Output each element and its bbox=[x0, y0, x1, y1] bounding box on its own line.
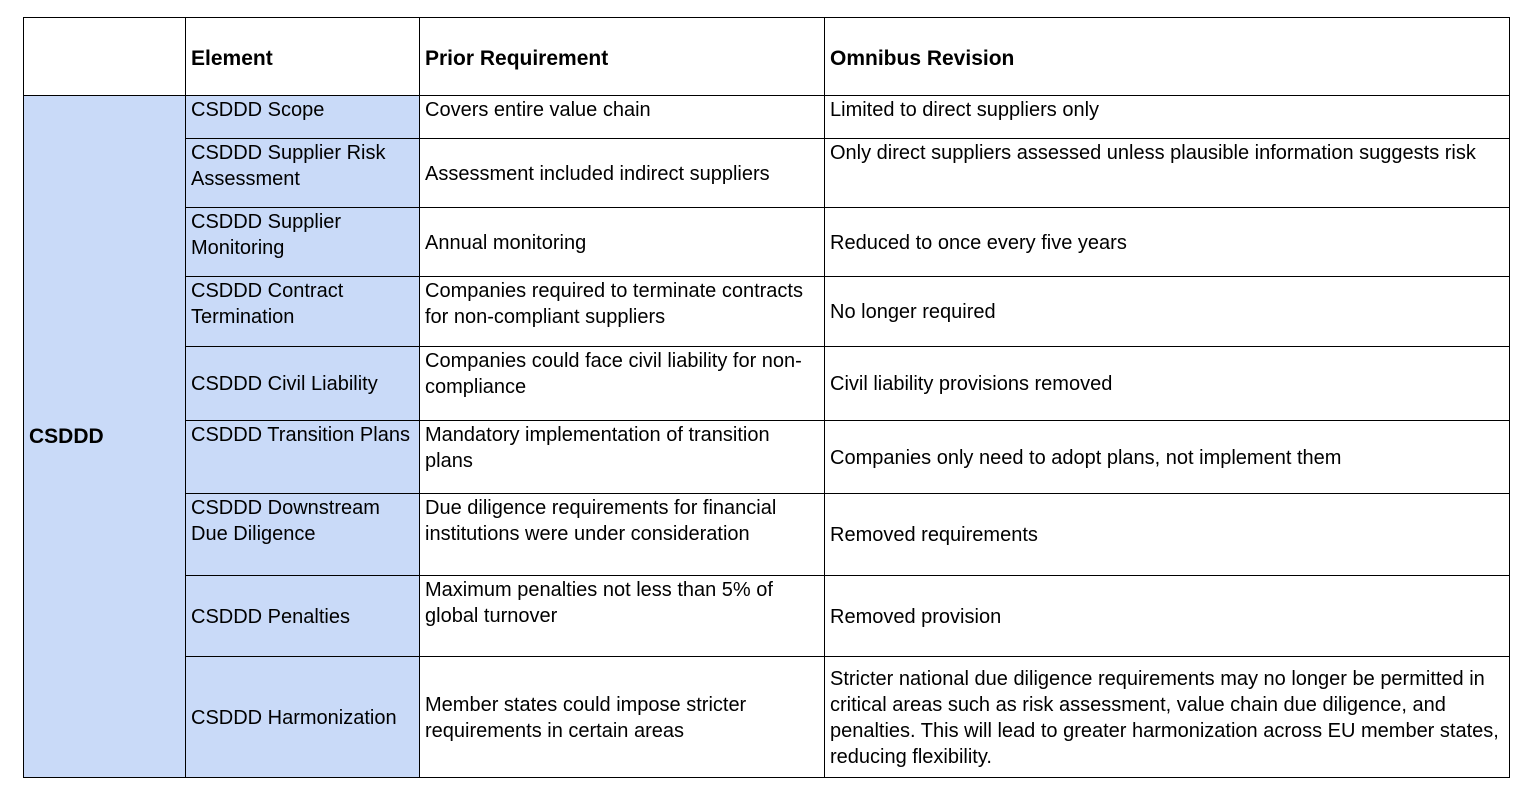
omnibus-cell: Companies only need to adopt plans, not implement them bbox=[825, 421, 1510, 494]
element-cell: CSDDD Downstream Due Diligence bbox=[186, 494, 420, 576]
prior-cell: Maximum penalties not less than 5% of global turnover bbox=[420, 576, 825, 657]
prior-cell: Member states could impose stricter requirements in certain areas bbox=[420, 657, 825, 778]
omnibus-cell: No longer required bbox=[825, 277, 1510, 347]
header-prior-requirement: Prior Requirement bbox=[420, 18, 825, 96]
prior-cell: Due diligence requirements for financial institutions were under consideration bbox=[420, 494, 825, 576]
header-row bbox=[24, 18, 1510, 96]
table-row bbox=[24, 139, 1510, 208]
prior-cell: Mandatory implementation of transition plans bbox=[420, 421, 825, 494]
comparison-table bbox=[23, 17, 1510, 778]
element-cell: CSDDD Scope bbox=[186, 96, 420, 139]
element-cell: CSDDD Transition Plans bbox=[186, 421, 420, 494]
omnibus-cell: Reduced to once every five years bbox=[825, 208, 1510, 277]
element-cell: CSDDD Penalties bbox=[186, 576, 420, 657]
table-row bbox=[24, 657, 1510, 778]
element-cell: CSDDD Civil Liability bbox=[186, 347, 420, 421]
table-row bbox=[24, 494, 1510, 576]
header-omnibus-revision: Omnibus Revision bbox=[825, 18, 1510, 96]
element-cell: CSDDD Contract Termination bbox=[186, 277, 420, 347]
prior-cell: Covers entire value chain bbox=[420, 96, 825, 139]
omnibus-cell: Only direct suppliers assessed unless plausible information suggests risk bbox=[825, 139, 1510, 208]
element-cell: CSDDD Supplier Risk Assessment bbox=[186, 139, 420, 208]
prior-cell: Companies could face civil liability for non-compliance bbox=[420, 347, 825, 421]
table-row bbox=[24, 421, 1510, 494]
element-cell: CSDDD Harmonization bbox=[186, 657, 420, 778]
table-row bbox=[24, 347, 1510, 421]
table-row bbox=[24, 208, 1510, 277]
omnibus-cell: Stricter national due diligence requirements may no longer be permitted in critical areas such as risk assessment, value chain due diligence, and penalties. This will lead to greater harmonization across EU member states, reducing flexibility. bbox=[825, 657, 1510, 778]
element-cell: CSDDD Supplier Monitoring bbox=[186, 208, 420, 277]
prior-cell: Companies required to terminate contracts for non-compliant suppliers bbox=[420, 277, 825, 347]
prior-cell: Assessment included indirect suppliers bbox=[420, 139, 825, 208]
omnibus-cell: Limited to direct suppliers only bbox=[825, 96, 1510, 139]
table-row bbox=[24, 576, 1510, 657]
table-row bbox=[24, 96, 1510, 139]
prior-cell: Annual monitoring bbox=[420, 208, 825, 277]
header-element: Element bbox=[186, 18, 420, 96]
table-row bbox=[24, 277, 1510, 347]
category-cell: CSDDD bbox=[24, 96, 186, 778]
omnibus-cell: Civil liability provisions removed bbox=[825, 347, 1510, 421]
omnibus-cell: Removed provision bbox=[825, 576, 1510, 657]
omnibus-cell: Removed requirements bbox=[825, 494, 1510, 576]
header-category bbox=[24, 18, 186, 96]
